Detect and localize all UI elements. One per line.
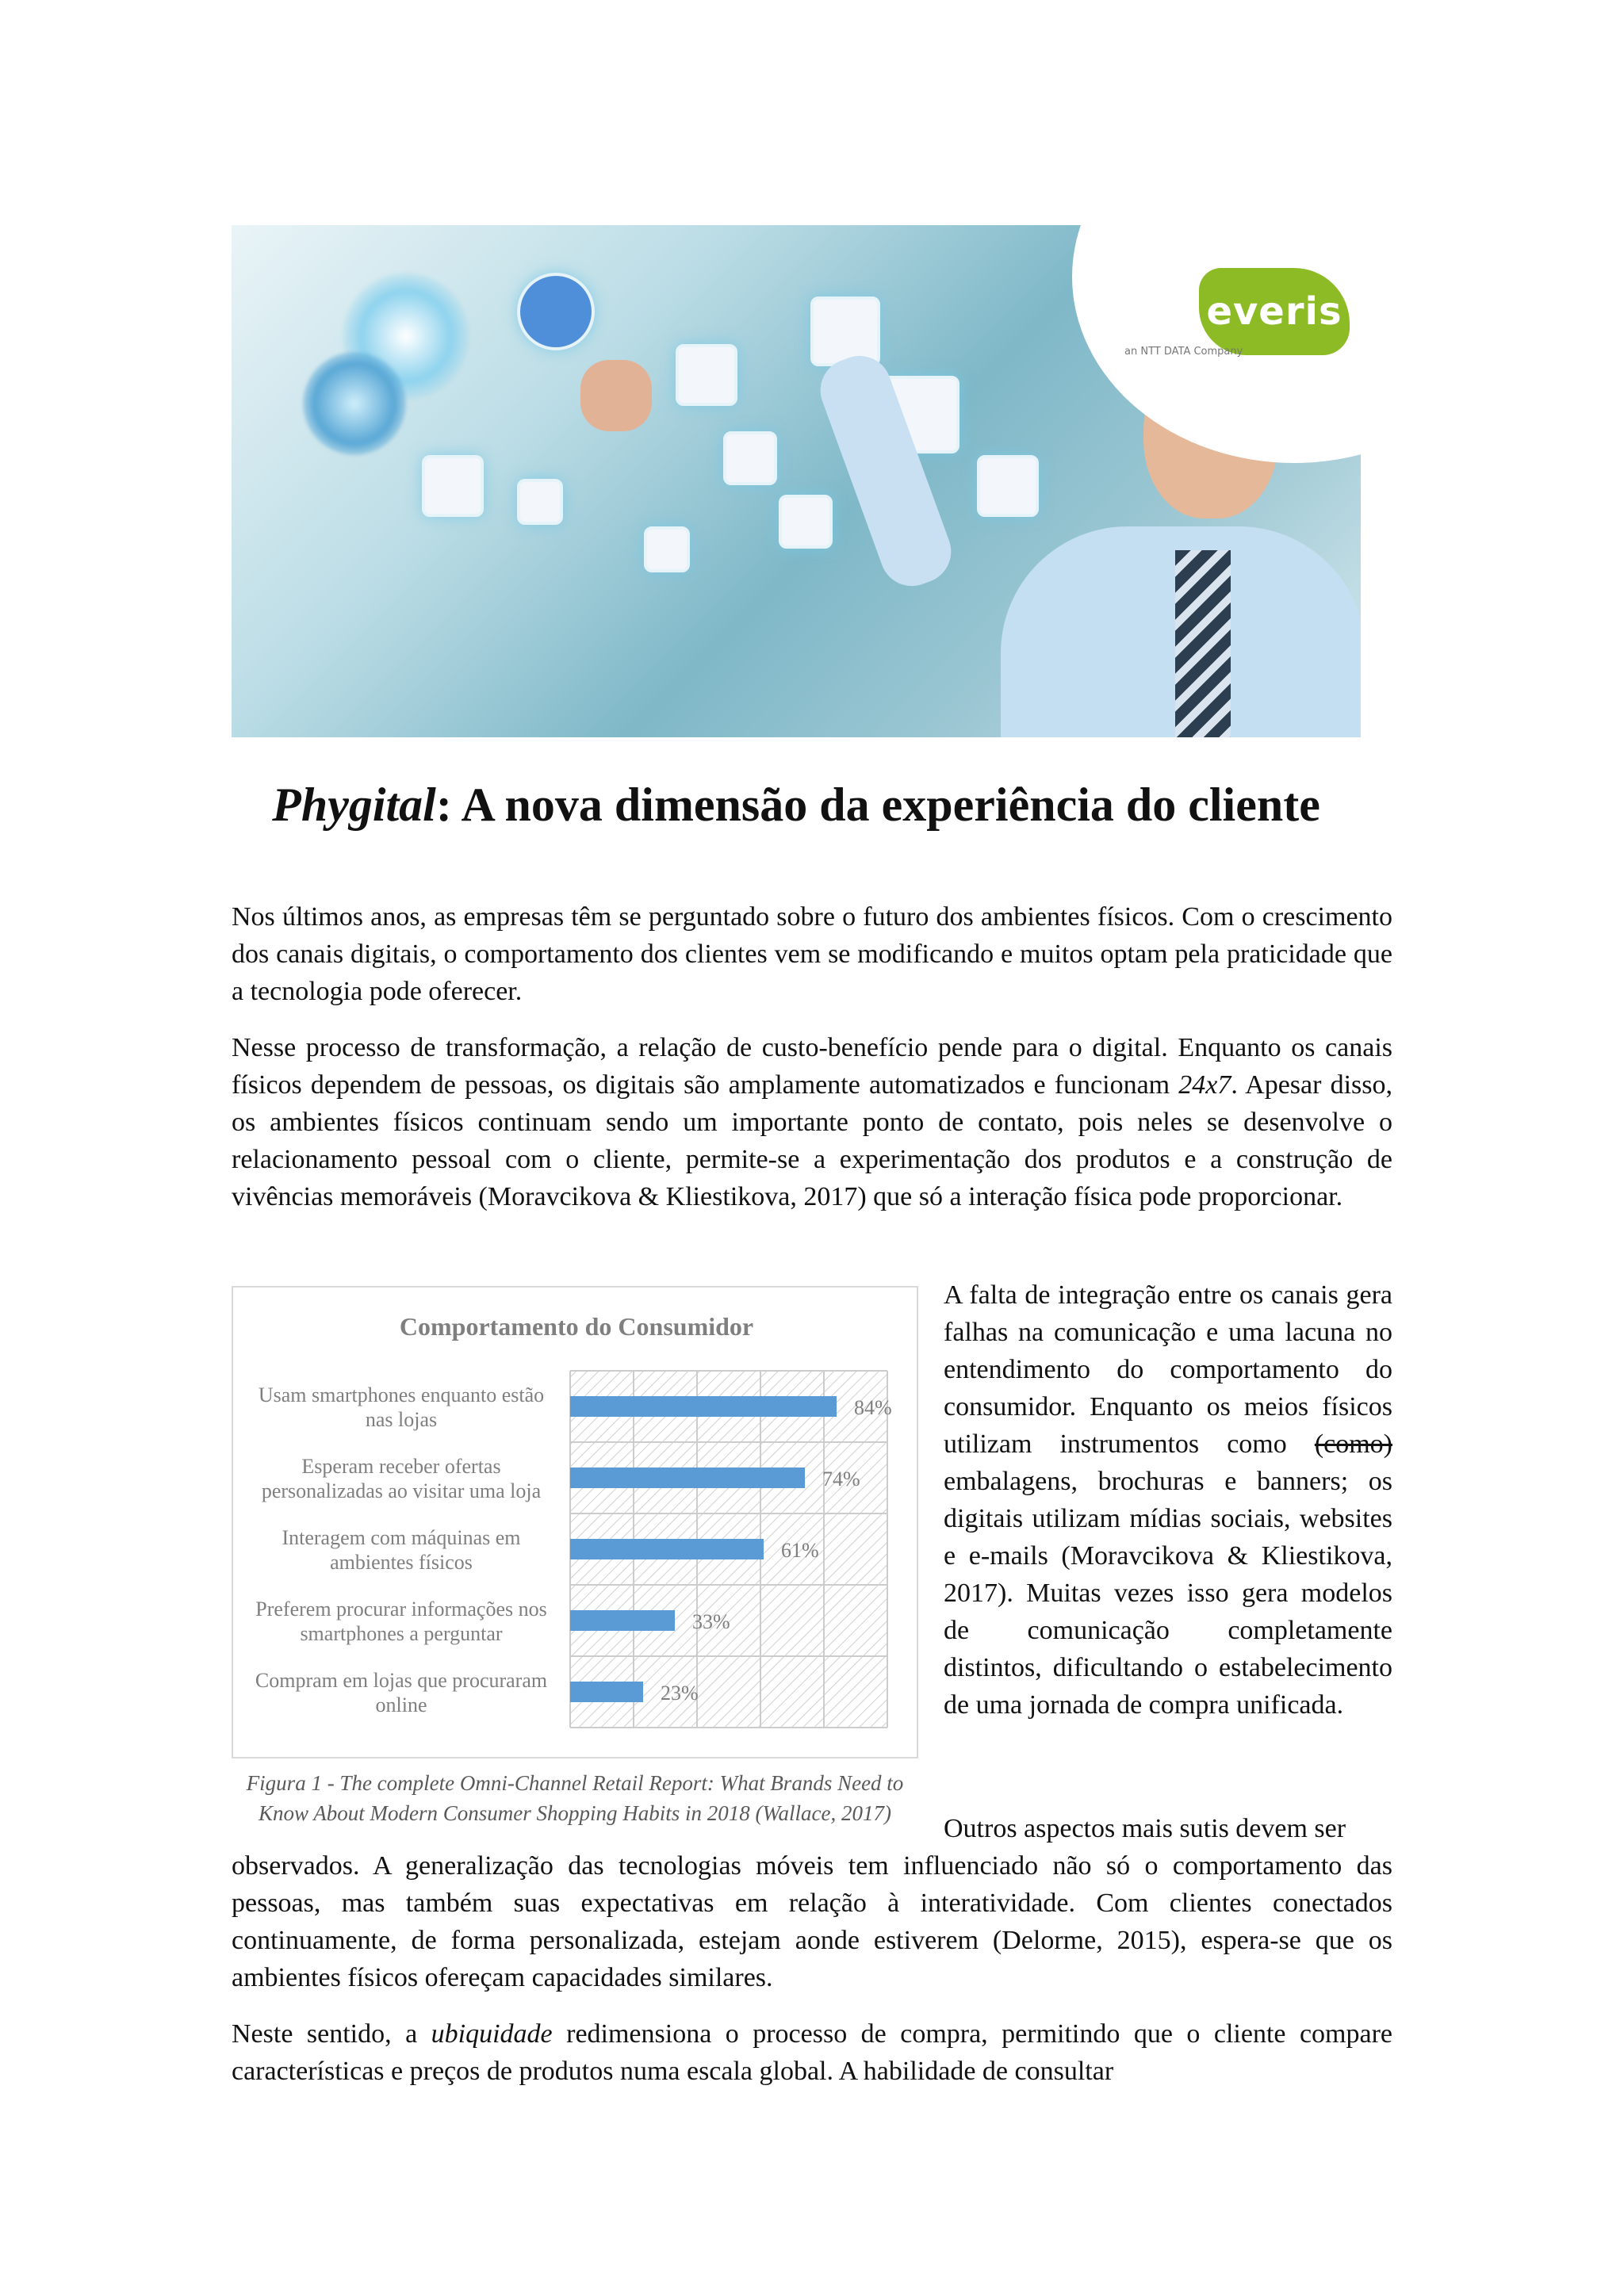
paragraph-2-text: Nesse processo de transformação, a relação de custo-benefício pende para o digital. Enquanto os canais físicos dependem de pessoas, os digitais são amplamente automatizados e funcionam xyxy=(232,1033,1392,1100)
category-labels xyxy=(255,1383,547,1716)
chart-title: Comportamento do Consumidor xyxy=(399,1312,754,1341)
glow-orb xyxy=(303,352,406,455)
bar xyxy=(570,1396,837,1417)
floating-avatar xyxy=(676,344,737,406)
paragraph-5 xyxy=(232,2015,1392,2090)
bar-value-label: 23% xyxy=(661,1682,699,1705)
paragraph-3 xyxy=(944,1276,1392,1724)
paragraph-5-italic: ubiquidade xyxy=(431,2019,553,2049)
consumer-behavior-chart xyxy=(232,1286,918,1758)
logo-text: everis xyxy=(1206,289,1342,334)
hero-image xyxy=(232,225,1361,737)
category-label-line: Esperam receber ofertas xyxy=(301,1455,501,1478)
category-label xyxy=(259,1383,544,1431)
paragraph-1: Nos últimos anos, as empresas têm se perguntado sobre o futuro dos ambientes físicos. Com o crescimento dos canais digitais, o comportamento dos clientes vem se modificando e muitos optam pela praticidade que a tecnologia pode oferecer. xyxy=(232,902,1392,1006)
category-label-line: Interagem com máquinas em xyxy=(282,1526,521,1549)
bar-value-label: 84% xyxy=(854,1396,892,1419)
paragraph-3-text-end: embalagens, brochuras e banners; os digitais utilizam mídias sociais, websites e e-mails (Moravcikova & Kliestikova, 2017). Muitas vezes isso gera modelos de comunicação completamente distintos, dificultando o estabelecimento de uma jornada de compra unificada. xyxy=(944,1467,1392,1720)
figure-caption: Figura 1 - The complete Omni-Channel Retail Report: What Brands Need to Know About Modern Consumer Shopping Habits in 2018 (Wallace, 2017) xyxy=(246,1771,904,1825)
category-label xyxy=(255,1669,547,1716)
floating-avatar xyxy=(517,273,595,350)
bar-value-label: 74% xyxy=(822,1468,860,1490)
floating-avatar xyxy=(723,431,777,485)
bar xyxy=(570,1468,805,1488)
category-label-line: ambientes físicos xyxy=(330,1551,473,1574)
bar xyxy=(570,1610,675,1631)
category-label xyxy=(282,1526,520,1574)
bar xyxy=(570,1539,764,1559)
paragraph-2-italic: 24x7 xyxy=(1178,1070,1231,1100)
category-label-line: smartphones a perguntar xyxy=(300,1622,503,1645)
floating-avatar xyxy=(422,455,484,517)
floating-avatar xyxy=(779,495,833,549)
floating-avatar xyxy=(810,297,880,366)
category-label xyxy=(262,1455,542,1502)
category-label-line: Usam smartphones enquanto estão xyxy=(258,1383,545,1406)
floating-avatar xyxy=(517,479,563,525)
raised-fist xyxy=(580,360,652,431)
category-label-line: personalizadas ao visitar uma loja xyxy=(261,1479,542,1502)
logo-subtext: an NTT DATA Company xyxy=(1124,346,1243,358)
category-label-line: nas lojas xyxy=(365,1408,438,1431)
striped-tie xyxy=(1175,550,1231,737)
category-label-line: Preferem procurar informações nos xyxy=(255,1598,547,1621)
floating-avatar xyxy=(644,526,690,572)
paragraph-4: observados. A generalização das tecnologias móveis tem influenciado não só o comportamento das pessoas, mas também suas expectativas em relação à interatividade. Com clientes conectados continuamente, de forma personalizada, estejam aonde estiverem (Delorme, 2015), espera-se que os ambientes físicos ofereçam capacidades similares. xyxy=(232,1851,1392,1992)
bar-value-label: 61% xyxy=(781,1539,819,1562)
category-label xyxy=(255,1598,546,1645)
title-italic: Phygital xyxy=(272,779,436,831)
page-title xyxy=(232,773,1361,836)
paragraph-2 xyxy=(232,1029,1392,1215)
bar xyxy=(570,1682,643,1702)
paragraph-3-struck-word: (como) xyxy=(1314,1429,1392,1459)
paragraph-3-text: A falta de integração entre os canais gera falhas na comunicação e uma lacuna no entendimento do comportamento do consumidor. Enquanto os meios físicos utilizam instrumentos como xyxy=(944,1280,1392,1459)
paragraph-5-text: Neste sentido, a xyxy=(232,2019,431,2049)
everis-logo xyxy=(1199,268,1350,355)
chart-svg xyxy=(233,1288,917,1757)
paragraph-5-text-end: redimensiona o processo de compra, permitindo que o cliente compare características e preços de produtos numa escala global. A habilidade de consultar xyxy=(232,2019,1393,2086)
paragraph-2-text-end: . Apesar disso, os ambientes físicos continuam sendo um importante ponto de contato, pois neles se desenvolve o relacionamento pessoal com o cliente, permite-se a experimentação dos produtos e a construção de vivências memoráveis (Moravcikova & Kliestikova, 2017) que só a interação física pode proporcionar. xyxy=(232,1070,1392,1211)
category-label-line: online xyxy=(375,1693,427,1716)
title-rest: : A nova dimensão da experiência do cliente xyxy=(435,779,1320,831)
category-label-line: Compram em lojas que procuraram xyxy=(255,1669,548,1692)
floating-avatar xyxy=(977,455,1039,517)
bar-value-label: 33% xyxy=(692,1610,730,1633)
paragraph-4-first-line: Outros aspectos mais sutis devem ser xyxy=(944,1814,1346,1843)
